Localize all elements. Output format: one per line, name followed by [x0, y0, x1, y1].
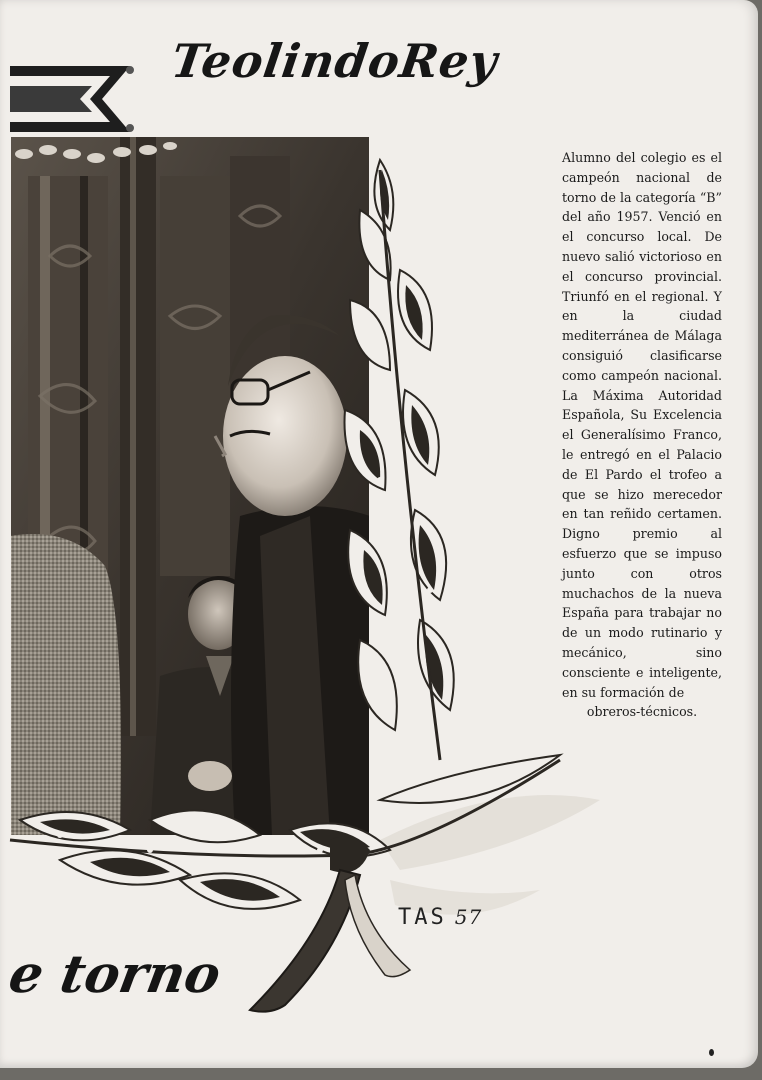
- laurel-branch: [320, 150, 480, 770]
- bottom-title: e torno: [4, 944, 226, 1005]
- page-mark: [709, 1049, 714, 1056]
- article-body: [562, 148, 722, 722]
- article-paragraph: Alumno del colegio es el campeón nacional de torno de la categoría “B” del año 1957. Venció en el concurso local. De nuevo salió victorioso en el concurso provincial. Triunfó en el regional. Y en la ciudad mediterránea de Málaga consiguió clasificarse como campeón nacional. La Máxima Autoridad Española, Su Excelencia el Generalísimo Franco, le entregó en el Palacio de El Pardo el trofeo a que se hizo merecedor en tan reñido certamen. Digno premio al esfuerzo que se impuso junto con otros muchachos de la nueva España para trabajar no de un modo rutinario y mecánico, sino consciente e inteligente, en su formación de: [562, 150, 722, 700]
- signature-year: 57: [454, 905, 483, 929]
- artist-signature: [398, 905, 482, 930]
- article-paragraph-end: obreros-técnicos.: [586, 704, 698, 720]
- article-title: TeolindoRey: [168, 34, 502, 88]
- pennant-ribbon: [10, 66, 140, 136]
- signature-initials: TAS: [398, 905, 447, 930]
- ceremony-photo: [10, 136, 370, 836]
